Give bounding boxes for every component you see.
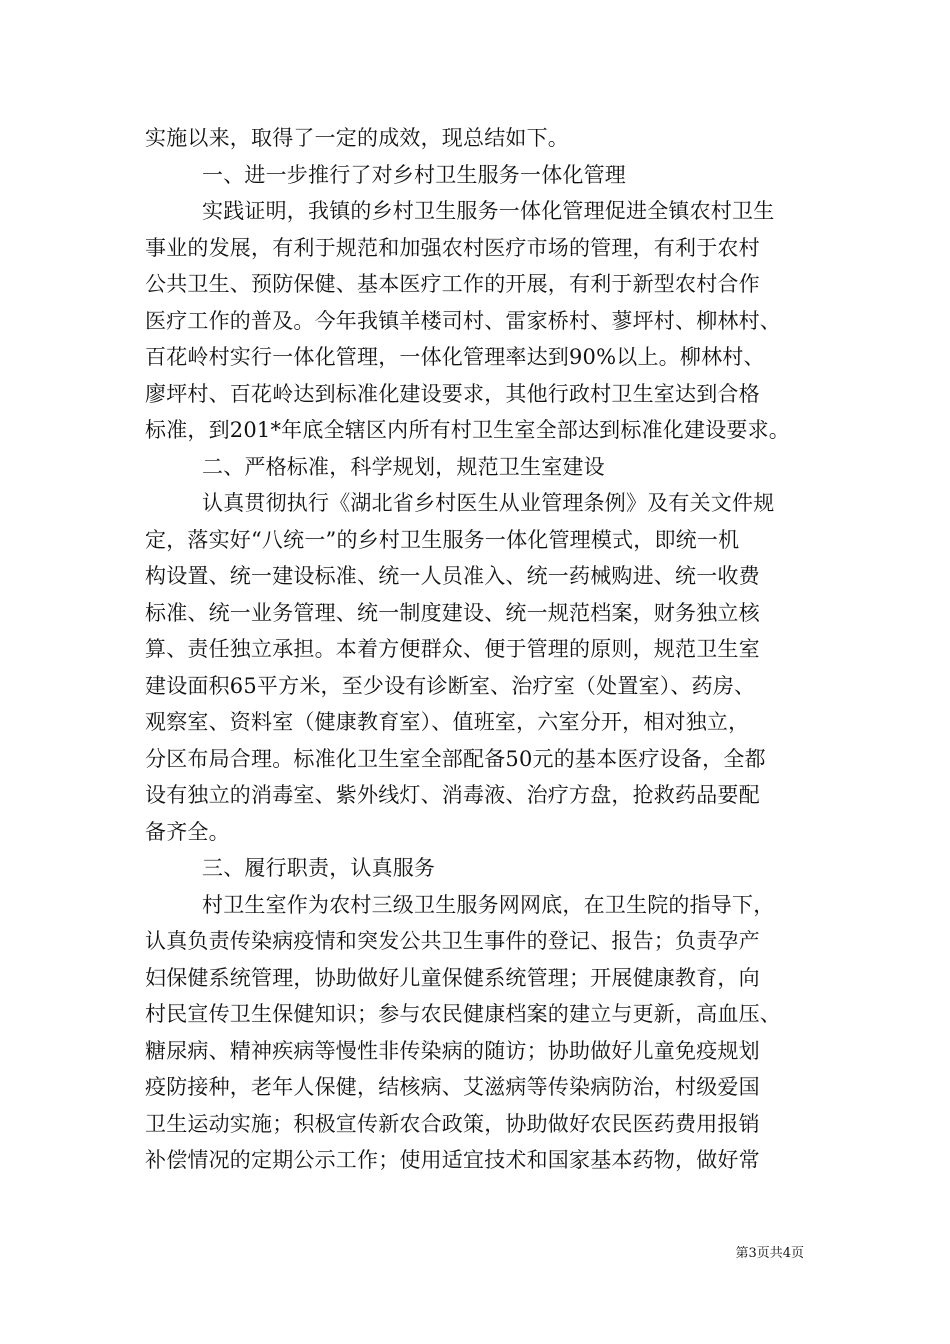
text-line: 分区布局合理。标准化卫生室全部配备50元的基本医疗设备，全都 — [145, 746, 766, 771]
text-line: 认真贯彻执行《湖北省乡村医生从业管理条例》及有关文件规 — [202, 491, 775, 515]
text-line: 村卫生室作为农村三级卫生服务网网底，在卫生院的指导下， — [202, 892, 775, 917]
text-line: 构设置、统一建设标准、统一人员准入、统一药械购进、统一收费 — [145, 564, 760, 588]
text-line: 村民宣传卫生保健知识；参与农民健康档案的建立与更新，高血压、 — [145, 1002, 781, 1026]
text-line: 妇保健系统管理，协助做好儿童保健系统管理；开展健康教育，向 — [145, 965, 760, 990]
text-line: 补偿情况的定期公示工作；使用适宜技术和国家基本药物，做好常 — [145, 1148, 760, 1172]
text-line: 标准、统一业务管理、统一制度建设、统一规范档案，财务独立核 — [145, 600, 760, 625]
page-number: 第3页共4页 — [735, 1246, 804, 1261]
text-line: 疫防接种，老年人保健，结核病、艾滋病等传染病防治，村级爱国 — [145, 1075, 760, 1099]
text-line: 实施以来，取得了一定的成效，现总结如下。 — [145, 126, 569, 150]
text-line: 百花岭村实行一体化管理，一体化管理率达到90%以上。柳林村、 — [145, 345, 765, 369]
text-line: 公共卫生、预防保健、基本医疗工作的开展，有利于新型农村合作 — [145, 272, 760, 296]
text-line: 二、严格标准，科学规划，规范卫生室建设 — [202, 454, 605, 479]
text-line: 标准，到201*年底全辖区内所有村卫生室全部达到标准化建设要求。 — [145, 418, 790, 442]
text-line: 糖尿病、精神疾病等慢性非传染病的随访；协助做好儿童免疫规划 — [145, 1038, 760, 1063]
text-line: 医疗工作的普及。今年我镇羊楼司村、雷家桥村、蓼坪村、柳林村、 — [145, 308, 781, 333]
text-line: 观察室、资料室（健康教育室）、值班室，六室分开，相对独立， — [145, 710, 750, 734]
text-line: 设有独立的消毒室、紫外线灯、消毒液、治疗方盘，抢救药品要配 — [145, 783, 760, 807]
text-line: 建设面积65平方米，至少设有诊断室、治疗室（处置室）、药房、 — [145, 673, 756, 698]
text-line: 一、进一步推行了对乡村卫生服务一体化管理 — [202, 162, 626, 187]
text-line: 卫生运动实施；积极宣传新农合政策，协助做好农民医药费用报销 — [145, 1111, 760, 1136]
text-line: 三、履行职责，认真服务 — [202, 856, 436, 880]
text-line: 备齐全。 — [145, 819, 230, 844]
text-line: 事业的发展，有利于规范和加强农村医疗市场的管理，有利于农村 — [145, 235, 760, 260]
body-text — [145, 120, 815, 1179]
text-line: 实践证明，我镇的乡村卫生服务一体化管理促进全镇农村卫生 — [202, 199, 775, 223]
text-line: 廖坪村、百花岭达到标准化建设要求，其他行政村卫生室达到合格 — [145, 381, 760, 406]
text-line: 定，落实好“八统一”的乡村卫生服务一体化管理模式，即统一机 — [145, 527, 740, 552]
text-line: 算、责任独立承担。本着方便群众、便于管理的原则，规范卫生室 — [145, 637, 760, 661]
text-line: 认真负责传染病疫情和突发公共卫生事件的登记、报告；负责孕产 — [145, 929, 760, 953]
